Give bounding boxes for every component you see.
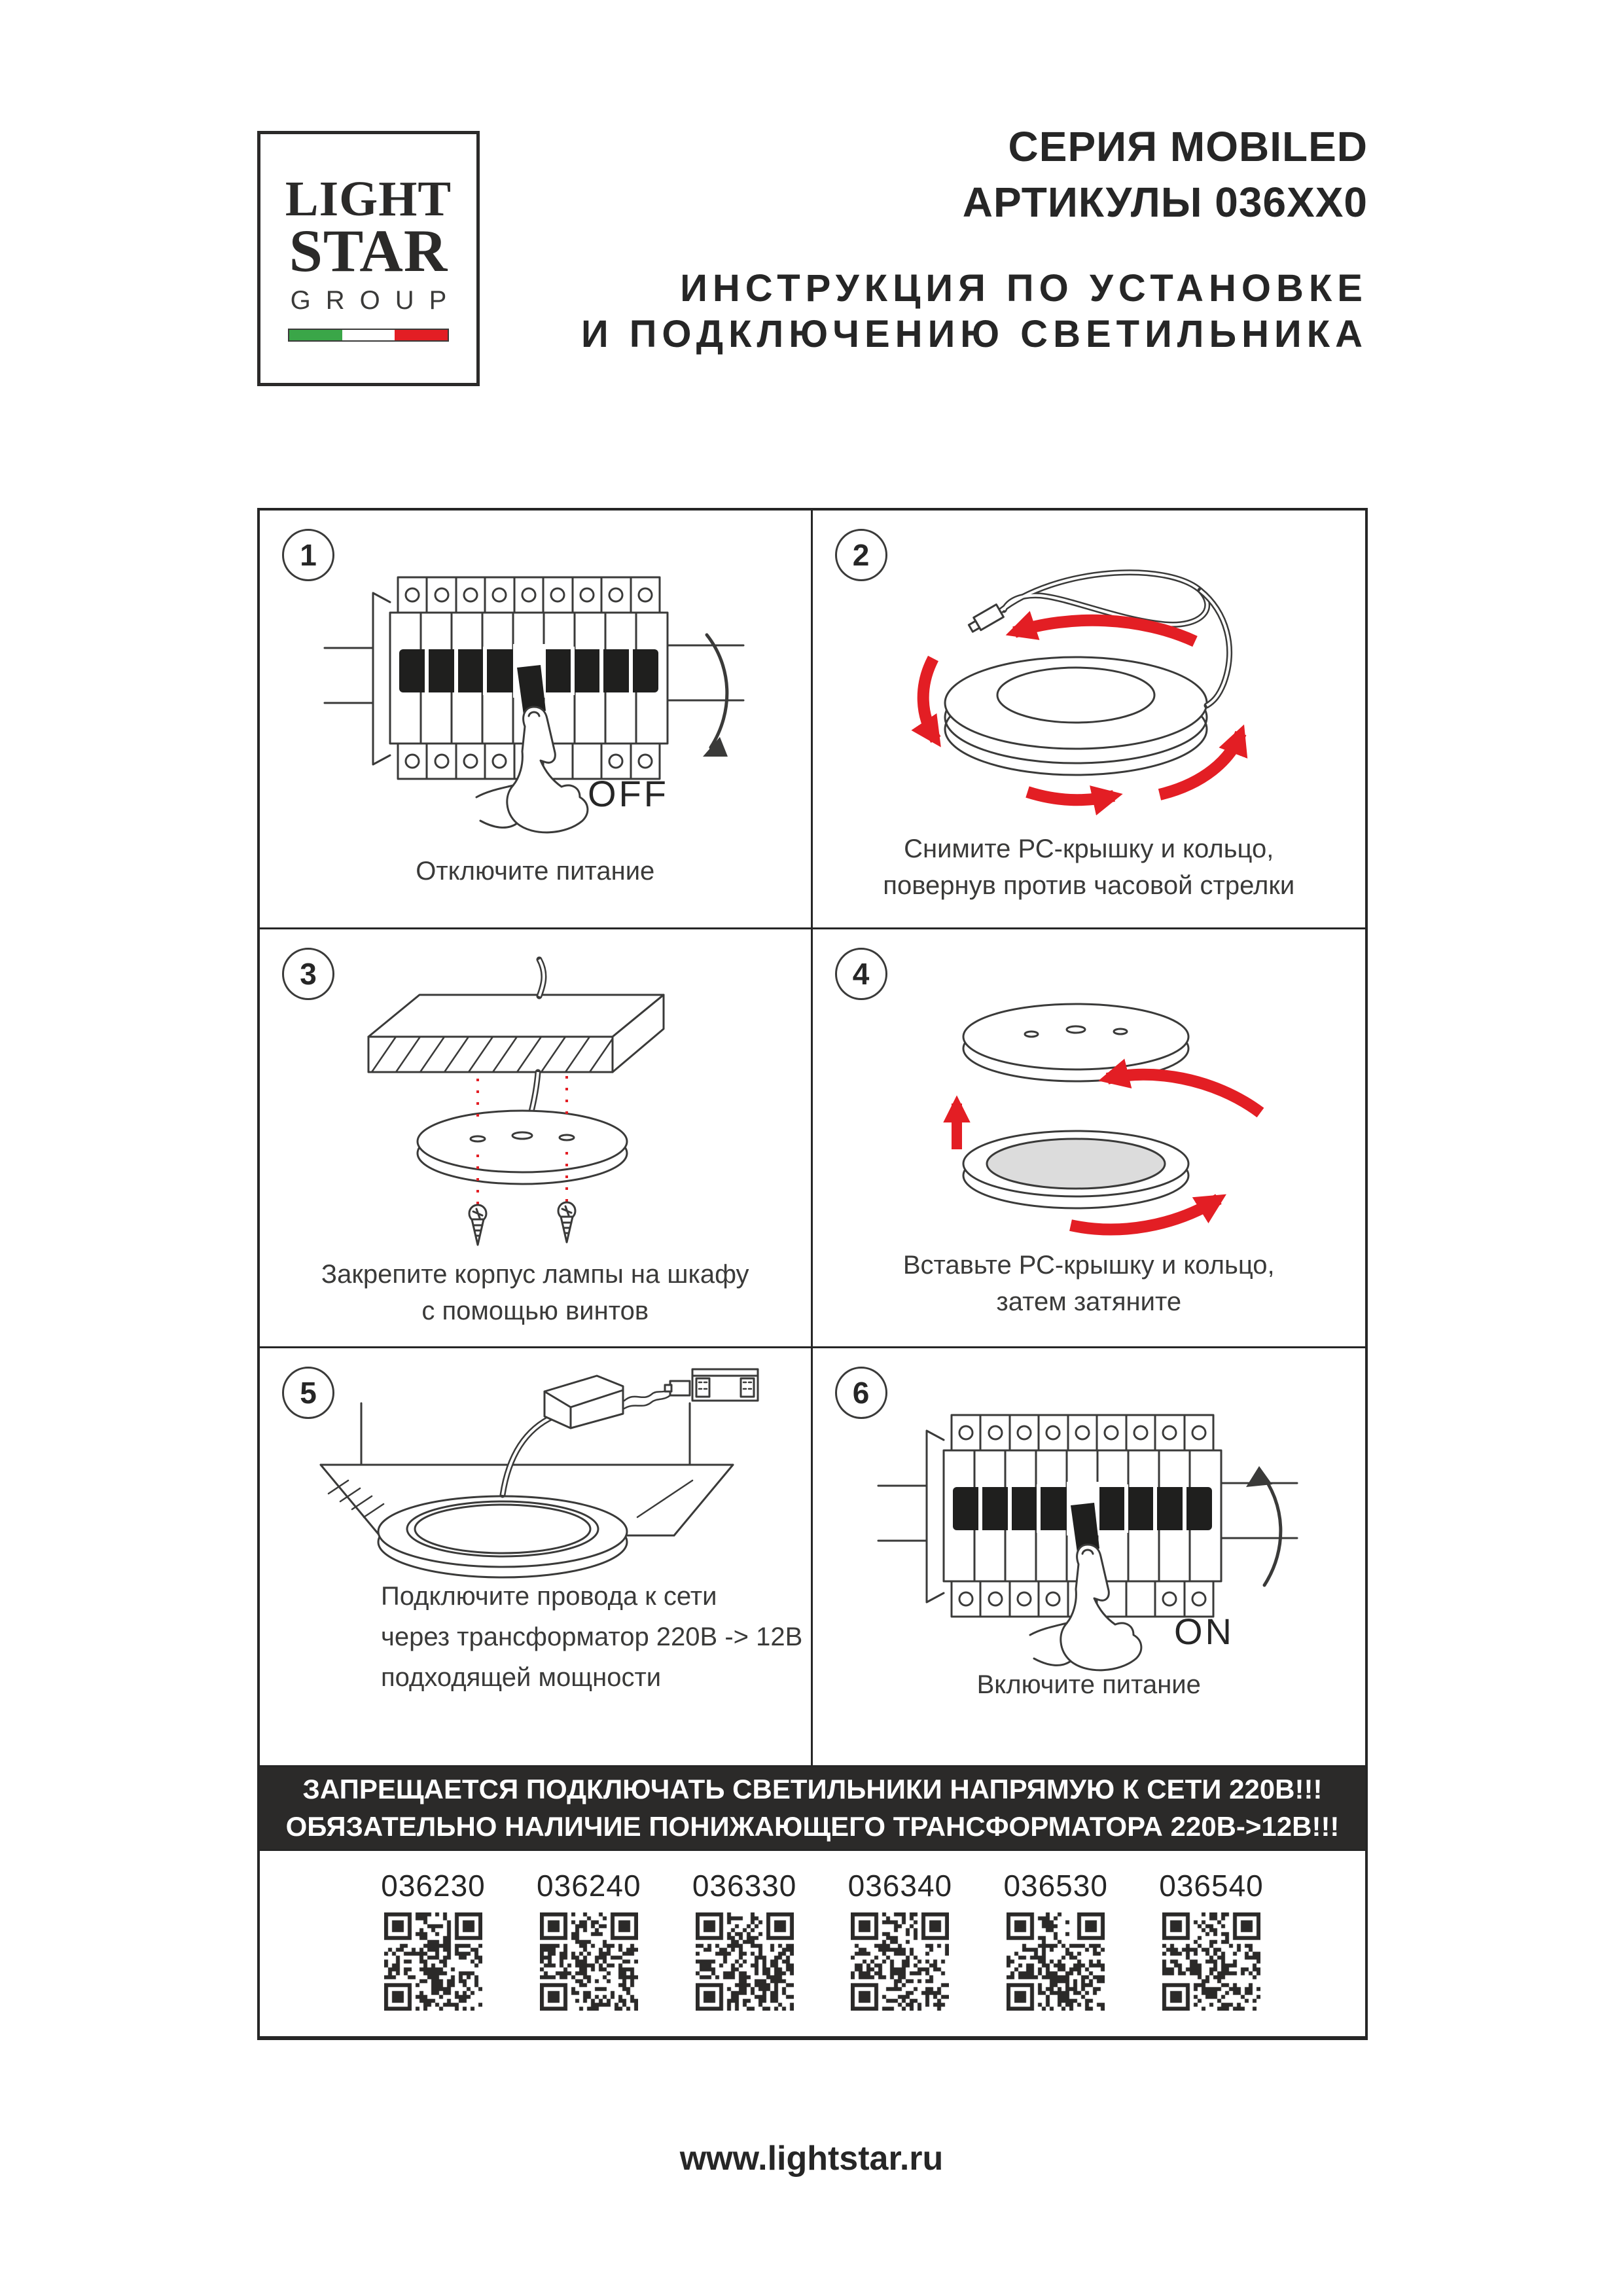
- website-url: www.lightstar.ru: [679, 2140, 944, 2178]
- step-5-panel: [260, 1348, 813, 1767]
- flag-green-stripe: [289, 330, 342, 340]
- screw-icon: [558, 1202, 575, 1242]
- step-caption: [260, 1256, 811, 1329]
- lightstar-logo: [257, 131, 480, 386]
- step-3-panel: [260, 929, 813, 1348]
- step-caption: [813, 1666, 1366, 1703]
- step-caption: [260, 853, 811, 889]
- article-column: [1000, 1868, 1111, 2036]
- plug-connector: [670, 1381, 690, 1395]
- article-column: [533, 1868, 645, 2036]
- article-column: [1156, 1868, 1267, 2036]
- step-number-badge: 5: [282, 1367, 334, 1419]
- article-qr-row: [260, 1851, 1365, 2036]
- warning-line1: ЗАПРЕЩАЕТСЯ ПОДКЛЮЧАТЬ СВЕТИЛЬНИКИ НАПРЯМУЮ К СЕТИ 220В!!!: [302, 1773, 1323, 1804]
- page-title-line2: И ПОДКЛЮЧЕНИЮ СВЕТИЛЬНИКА: [580, 312, 1368, 355]
- insert-cover-ring-illustration: [860, 956, 1318, 1257]
- puck-light-remove-cover-illustration: [860, 530, 1318, 831]
- steps-grid: [260, 511, 1365, 1767]
- connect-transformer-illustration: [306, 1354, 764, 1589]
- cable-connector: [967, 605, 1003, 634]
- series-title: СЕРИЯ MOBILED: [1008, 123, 1368, 170]
- mount-body-with-screws-illustration: [306, 949, 764, 1257]
- step-number-badge: 6: [835, 1367, 887, 1419]
- article-number: 036340: [847, 1869, 953, 1903]
- caption-line: Закрепите корпус лампы на шкафу: [321, 1260, 749, 1289]
- warning-banner: [260, 1767, 1365, 1851]
- caption-line: затем затяните: [996, 1287, 1182, 1316]
- caption-line: Снимите РС-крышку и кольцо,: [904, 834, 1274, 863]
- step-number-badge: 2: [835, 529, 887, 581]
- article-number: 036230: [381, 1869, 486, 1903]
- screw-icon: [469, 1205, 486, 1245]
- caption-line: Включите питание: [976, 1670, 1201, 1699]
- step-number-badge: 4: [835, 948, 887, 1000]
- breaker-on-illustration: [860, 1374, 1318, 1676]
- step-number-badge: 3: [282, 948, 334, 1000]
- page-title: [581, 266, 1368, 357]
- warning-line2: ОБЯЗАТЕЛЬНО НАЛИЧИЕ ПОНИЖАЮЩЕГО ТРАНСФОРМАТОРА 220В->12В!!!: [285, 1810, 1340, 1842]
- caption-line: через трансформатор 220В -> 12В: [381, 1623, 803, 1651]
- instruction-table: [257, 508, 1368, 2040]
- article-column: [689, 1868, 800, 2036]
- step-caption: [381, 1576, 802, 1698]
- italian-flag: [288, 329, 449, 342]
- article-column: [378, 1868, 489, 2036]
- caption-line: Вставьте РС-крышку и кольцо,: [902, 1251, 1275, 1280]
- document-header: [581, 119, 1368, 357]
- step-caption: [813, 1247, 1366, 1320]
- step-6-panel: [813, 1348, 1366, 1767]
- step-2-panel: [813, 511, 1366, 929]
- step-4-panel: [813, 929, 1366, 1348]
- article-number: 036540: [1159, 1869, 1264, 1903]
- page-title-line1: ИНСТРУКЦИЯ ПО УСТАНОВКЕ: [680, 267, 1368, 310]
- qr-code: [1007, 1912, 1105, 2011]
- step-number-badge: 1: [282, 529, 334, 581]
- qr-code: [1162, 1912, 1260, 2011]
- step-caption: [813, 831, 1366, 904]
- transformer: [692, 1369, 758, 1401]
- step-1-panel: [260, 511, 813, 929]
- caption-line: Отключите питание: [416, 857, 655, 886]
- caption-line: Подключите провода к сети: [381, 1582, 717, 1611]
- caption-line: подходящей мощности: [381, 1663, 662, 1692]
- off-label: OFF: [587, 773, 669, 814]
- on-label: ON: [1173, 1611, 1234, 1652]
- qr-code: [696, 1912, 794, 2011]
- article-number: 036330: [692, 1869, 797, 1903]
- logo-word-light: LIGHT: [285, 171, 452, 226]
- caption-line: с помощью винтов: [421, 1297, 649, 1325]
- breaker-off-illustration: [306, 537, 764, 838]
- logo-word-star: STAR: [289, 217, 448, 284]
- qr-code: [540, 1912, 638, 2011]
- article-number: 036240: [537, 1869, 641, 1903]
- article-column: [844, 1868, 955, 2036]
- article-number: 036530: [1003, 1869, 1108, 1903]
- flag-white-stripe: [342, 330, 395, 340]
- logo-word-group: GROUP: [290, 286, 462, 315]
- caption-line: повернув против часовой стрелки: [883, 871, 1295, 900]
- qr-code: [384, 1912, 482, 2011]
- articles-title: АРТИКУЛЫ 036ХХ0: [962, 179, 1368, 226]
- qr-code: [851, 1912, 949, 2011]
- flag-red-stripe: [395, 330, 448, 340]
